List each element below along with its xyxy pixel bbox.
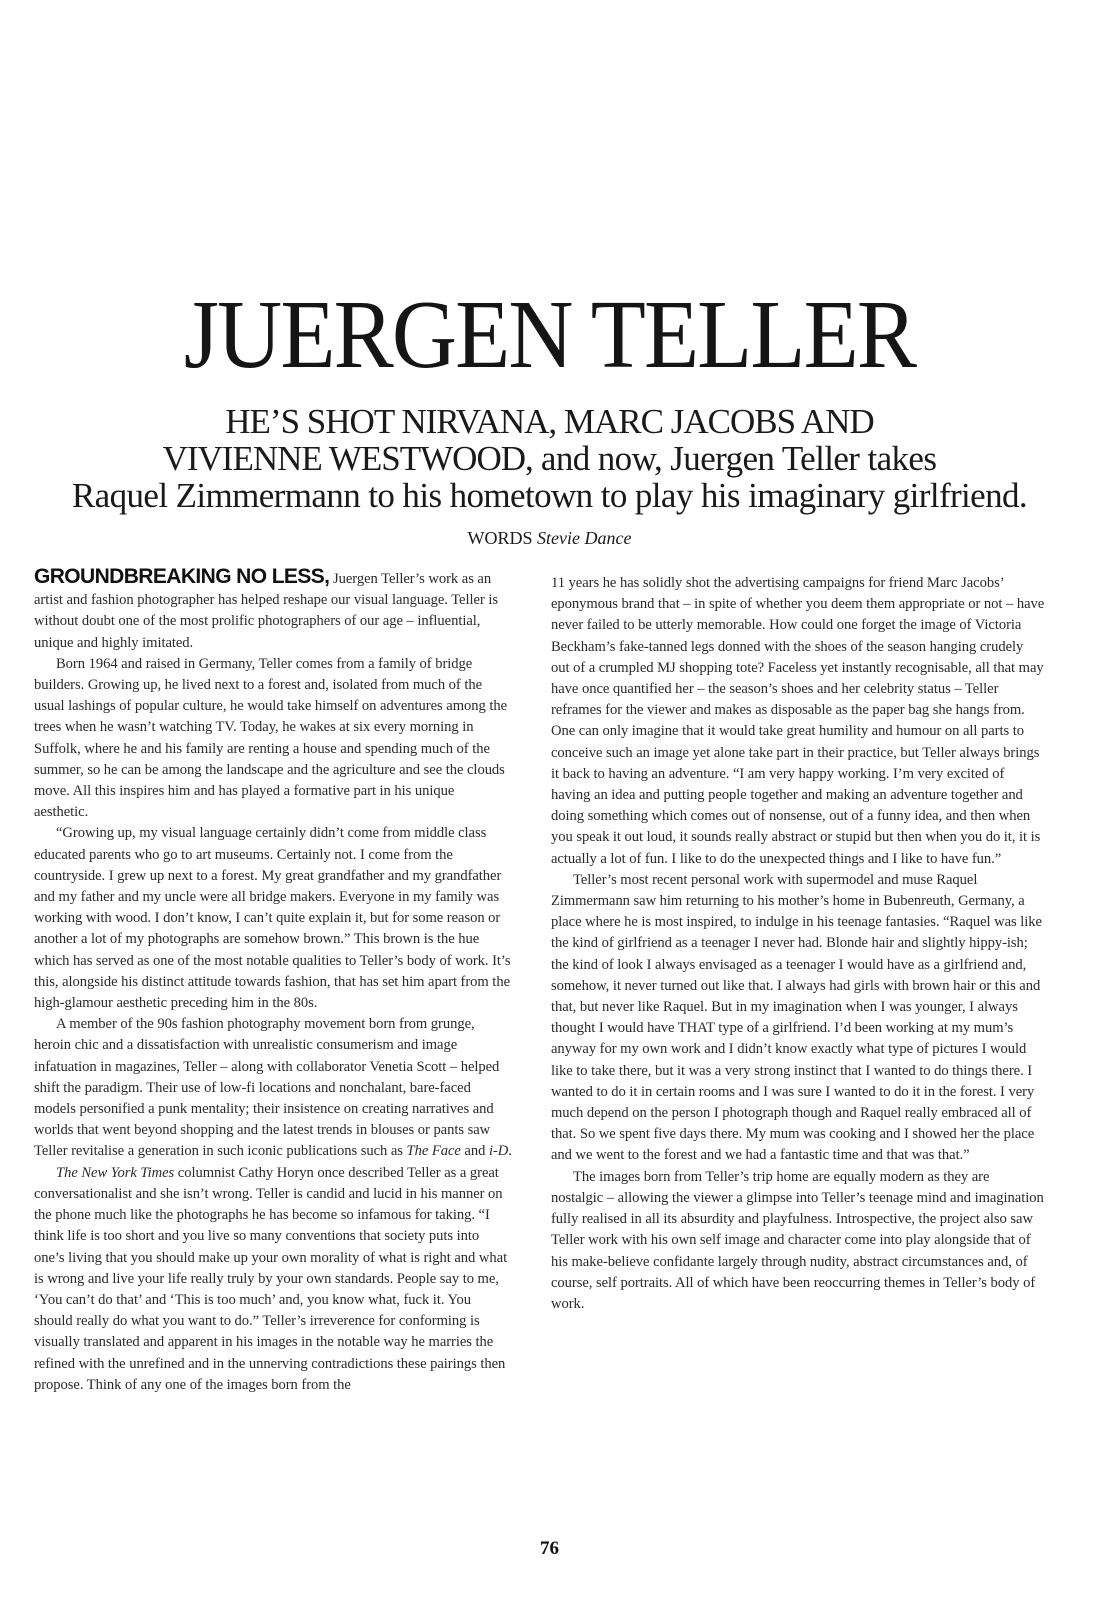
paragraph-text: and: [460, 1143, 489, 1160]
byline-author: Stevie Dance: [537, 528, 632, 548]
paragraph-text: Juergen Teller’s work as an artist and fashion photographer has helped reshape our visual language. Teller is without doubt one of the most prolific photographers of our age – influential, unique and highly imitated.: [34, 571, 498, 651]
page-number: 76: [540, 1538, 559, 1559]
article-headline: JUERGEN TELLER: [183, 281, 916, 389]
dek-line-2-rest: and now, Juergen Teller takes: [532, 439, 937, 478]
dek-line-1: HE’S SHOT NIRVANA, MARC JACOBS AND: [225, 402, 874, 441]
body-paragraph: Born 1964 and raised in Germany, Teller comes from a family of bridge builders. Growing up, he lived next to a forest and, isolated from much of the usual lashings of popular culture, he would take himself on adventures among the trees when he wasn’t watching TV. Today, he wakes at six every morning in Suffolk, where he and his family are renting a house and spending much of the summer, so he can be among the landscape and the agriculture and see the clouds move. All this inspires him and has played a formative part in his unique aesthetic.: [34, 655, 508, 821]
lead-in: GROUNDBREAKING NO LESS,: [34, 565, 330, 588]
body-column-left: [34, 566, 512, 1396]
dek-line-2: [0, 440, 1099, 477]
body-paragraph: [34, 1014, 512, 1162]
paragraph-text: columnist Cathy Horyn once described Teller as a great conversationalist and she isn’t wrong. Teller is candid and lucid in his manner on the phone much like the photographs he has become so infamous for taking. “I think life is too short and you live so many conventions that society puts into one’s living that you should make up your own morality of what is right and what is wrong and live your life really truly by your own standards. People say to me, ‘You can’t do that’ and ‘This is too much’ and, you know what, fuck it. You should really do what you want to do.” Teller’s irreverence for conforming is visually translated and apparent in his images in the notable way he marries the refined with the unrefined and in the unnerving contradictions these pairings then propose. Think of any one of the images born from the: [34, 1164, 508, 1393]
body-paragraph: “Growing up, my visual language certainly didn’t come from middle class educated parents who go to art museums. Certainly not. I come from the countryside. I grew up next to a forest. My great grandfather and my grandfather and my father and my uncle were all bridge makers. Everyone in my family was working with wood. I don’t know, I can’t quite explain it, but for some reason or another a lot of my photographs are somehow brown.” This brown is the hue which has served as one of the most notable qualities to Teller’s body of work. It’s this, alongside his distinct attitude towards fashion, that has set him apart from the high-glamour aesthetic preceding him in the 80s.: [34, 825, 511, 1012]
article-dek: [0, 403, 1099, 514]
body-paragraph: 11 years he has solidly shot the advertising campaigns for friend Marc Jacobs’ eponymous brand that – in spite of whether you deem them appropriate or not – have never failed to be utterly memorable. How could one forget the image of Victoria Beckham’s fake-tanned legs donned with the shoes of the season hanging crudely out of a crumpled MJ shopping tote? Faceless yet instantly recognisable, all that may have once quantified her – the season’s shoes and her celebrity status – Teller reframes for the viewer and makes as disposable as the paper bag she hangs from. One can only imagine that it would take great humility and humour on all parts to conceive such an image yet alone take part in their practice, but Teller always brings it back to having an adventure. “I am very happy working. I’m very excited of having an idea and putting people together and making an adventure together and doing something which comes out of nonsense, out of a funny idea, and then when you speak it out loud, it sounds really abstract or stupid but then when you do it, it is actually a lot of fun. I like to do the unexpected things and I like to have fun.”: [551, 575, 1045, 867]
paragraph-text: .: [508, 1143, 512, 1160]
body-paragraph: The images born from Teller’s trip home are equally modern as they are nostalgic – allowing the viewer a glimpse into Teller’s teenage mind and imagination fully realised in all its absurdity and playfulness. Introspective, the project also saw Teller work with his own self image and character come into play alongside that of his make-believe confidante largely through nudity, abstract circumstances and, of course, self portraits. All of which have been reoccurring themes in Teller’s body of work.: [551, 1168, 1044, 1312]
publication-title: The New York Times: [56, 1164, 175, 1181]
dek-line-2-caps: VIVIENNE WESTWOOD,: [162, 439, 533, 478]
byline-label: WORDS: [467, 528, 533, 548]
body-paragraph: [34, 566, 512, 654]
body-column-right: [551, 573, 1045, 1315]
dek-line-3: Raquel Zimmermann to his hometown to play his imaginary girlfriend.: [71, 476, 1028, 515]
paragraph-text: A member of the 90s fashion photography movement born from grunge, heroin chic and a dissatisfaction with unrealistic consumerism and image infatuation in magazines, Teller – along with collaborator Venetia Scott – helped shift the paradigm. Their use of low-fi locations and nonchalant, bare-faced models personified a punk mentality; their insistence on creating narratives and worlds that went beyond shopping and the latest trends in blouses or pants saw Teller revitalise a generation in such iconic publications such as: [34, 1016, 500, 1160]
byline: [0, 527, 1099, 549]
publication-title: The Face: [406, 1143, 461, 1160]
body-paragraph: Teller’s most recent personal work with supermodel and muse Raquel Zimmermann saw him returning to his mother’s home in Bubenreuth, Germany, a place where he is most inspired, to indulge in his teenage fantasies. “Raquel was like the kind of girlfriend as a teenager I never had. Blonde hair and slightly hippy-ish; the kind of look I always envisaged as a teenager I would have as a girlfriend and, somehow, it never turned out like that. I always had girls with brown hair or this and that, but never like Raquel. But in my imagination when I was younger, I always thought I would have THAT type of a girlfriend. I’d been working at my mum’s anyway for my own work and I didn’t know exactly what type of pictures I would like to take there, but it was a very strong instinct that I wanted to do things there. I wanted to do it in certain rooms and I was sure I wanted to do it in the forest. I very much depend on the person I photograph though and Raquel really embraced all of that. So we spent five days there. My mum was cooking and I showed her the place and we went to the forest and we had a fantastic time and that was that.”: [551, 871, 1042, 1164]
body-paragraph: [34, 1163, 512, 1396]
publication-title: i-D: [488, 1143, 509, 1160]
